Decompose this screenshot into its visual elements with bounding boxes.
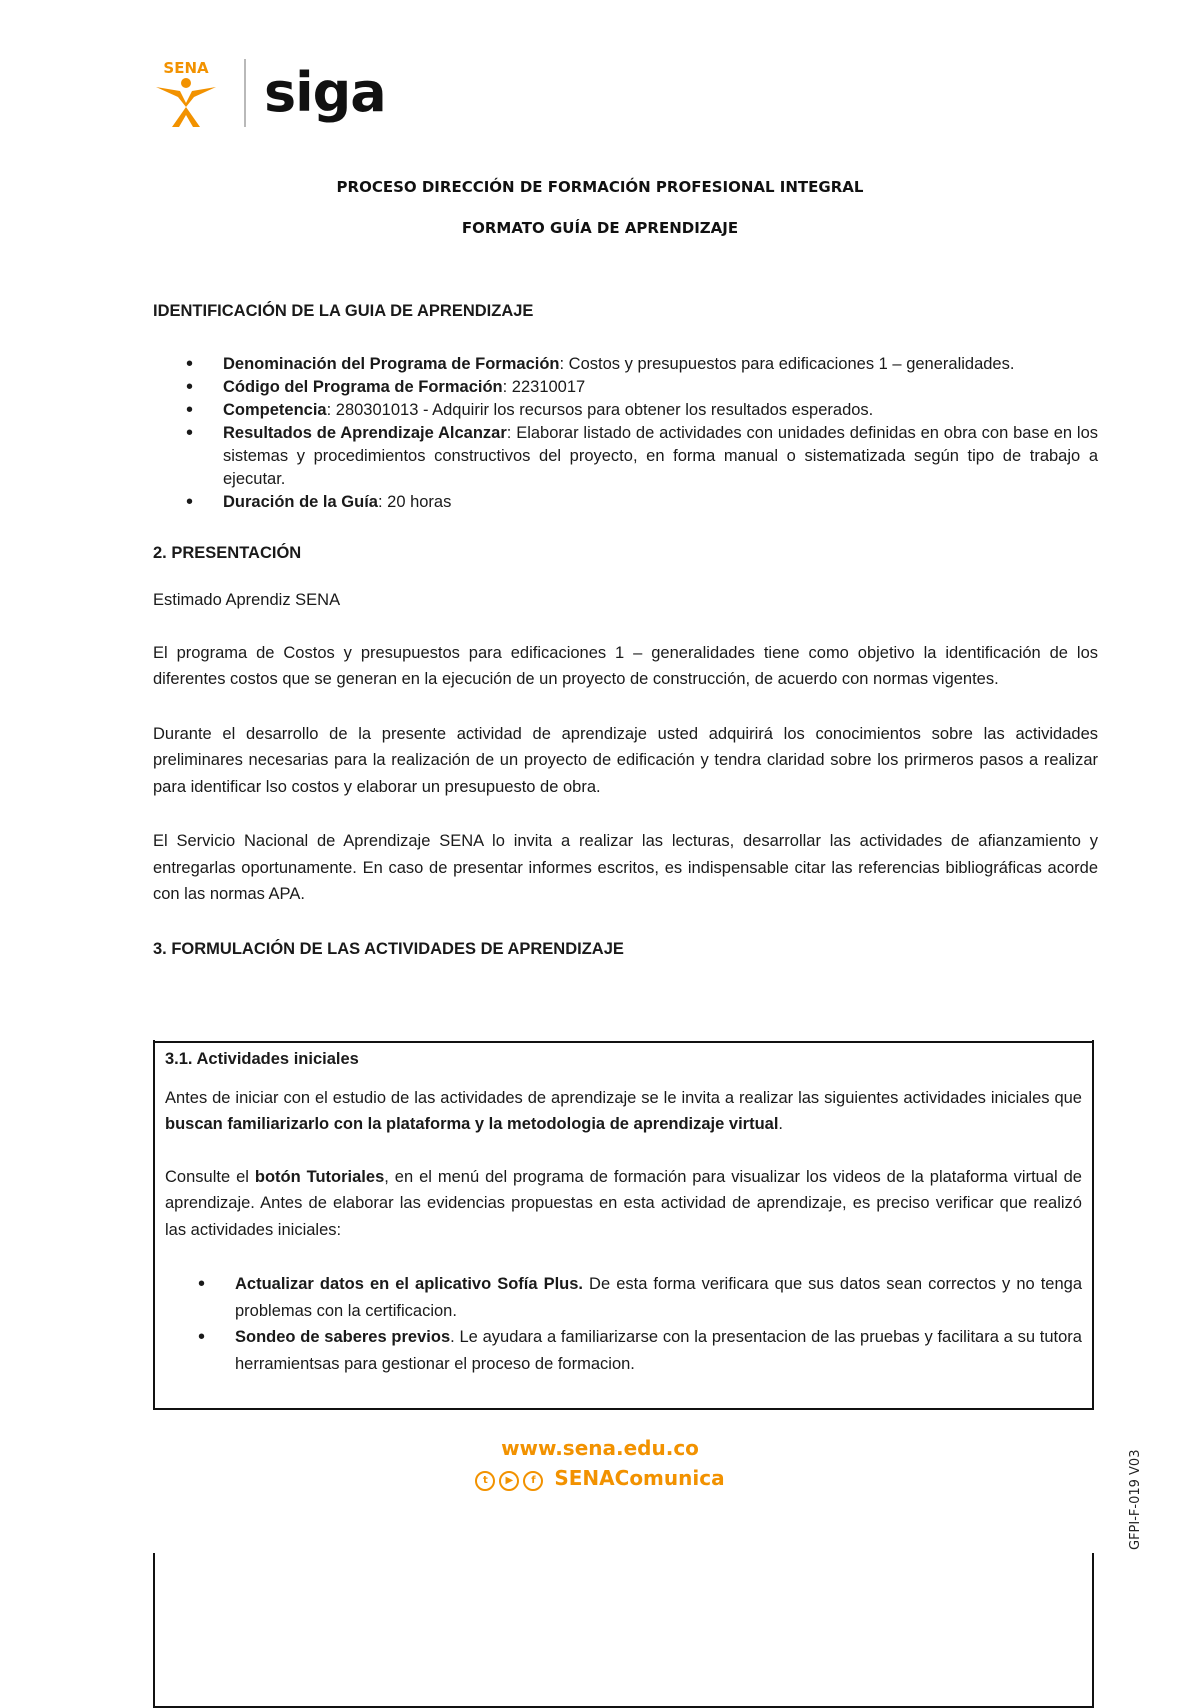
sena-logo-text: SENA [163, 58, 209, 77]
youtube-icon: ▶ [499, 1471, 519, 1491]
list-item: • Sondeo de saberes previos. Le ayudara a familiarizarse con la presentacion de las pruebas y facilitara a su tutora herramientsas para gestionar el proceso de formacion. [235, 1324, 1082, 1377]
box-paragraph: Antes de iniciar con el estudio de las actividades de aprendizaje se le invita a realizar las siguientes actividades iniciales que buscan familiarizarlo con la plataforma y la metodologia de aprendizaje virtual. [165, 1088, 1082, 1133]
logo-divider [244, 59, 246, 127]
initial-activities-list [165, 1271, 1082, 1377]
box-paragraph: Consulte el botón Tutoriales, en el menú del programa de formación para visualizar los videos de la plataforma virtual de aprendizaje. Antes de elaborar las evidencias propuestas en esta actividad de aprendizaje, es preciso verificar que realizó las actividades iniciales: [165, 1167, 1082, 1239]
document-code: GFPI-F-019 V03 [1128, 1449, 1143, 1550]
greeting: Estimado Aprendiz SENA [153, 591, 341, 609]
section-formulation-title: 3. FORMULACIÓN DE LAS ACTIVIDADES DE APRENDIZAJE [153, 939, 624, 958]
list-item: • Competencia: 280301013 - Adquirir los recursos para obtener los resultados esperados. [223, 399, 1098, 422]
paragraph: El Servicio Nacional de Aprendizaje SENA lo invita a realizar las lecturas, desarrollar las actividades de afianzamiento y entregarlas oportunamente. En caso de presentar informes escritos, es indispensable citar las referencias bibliográficas acorde con las normas APA. [153, 832, 1098, 903]
list-item: • Código del Programa de Formación: 22310017 [223, 376, 1098, 399]
initial-activities-box [153, 1041, 1094, 1708]
section-identification-title: IDENTIFICACIÓN DE LA GUIA DE APRENDIZAJE [153, 302, 534, 320]
section-presentation-title: 2. PRESENTACIÓN [153, 544, 302, 562]
paragraph: El programa de Costos y presupuestos para edificaciones 1 – generalidades tiene como objetivo la identificación de los diferentes costos que se generan en la ejecución de un proyecto de construcción, de acuerdo con normas vigentes. [153, 643, 1098, 688]
social-handle: SENAComunica [554, 1466, 725, 1490]
list-item: • Resultados de Aprendizaje Alcanzar: Elaborar listado de actividades con unidades definidas en obra con base en los sistemas y procedimientos constructivos del proyecto, en forma manual o sistematizada según tipo de trabajo a ejecutar. [223, 422, 1098, 491]
footer-social[interactable] [0, 1466, 1200, 1491]
logo-area [150, 55, 386, 130]
paragraph: Durante el desarrollo de la presente actividad de aprendizaje usted adquirirá los conocimientos sobre las actividades preliminares necesarias para la realización de un proyecto de edificación y tendra claridad sobre los prirmeros pasos a realizar para identificar lso costos y elaborar un presupuesto de obra. [153, 724, 1098, 796]
identification-list [153, 353, 1098, 514]
sena-logo-icon [150, 57, 222, 129]
siga-logo: siga [264, 60, 386, 124]
process-title: PROCESO DIRECCIÓN DE FORMACIÓN PROFESIONAL INTEGRAL [336, 178, 864, 196]
list-item: • Denominación del Programa de Formación: Costos y presupuestos para edificaciones 1 – generalidades. [223, 353, 1098, 376]
document-body [153, 300, 1098, 961]
footer-url[interactable]: www.sena.edu.co [501, 1436, 699, 1460]
format-title: FORMATO GUÍA DE APRENDIZAJE [461, 219, 739, 237]
list-item: • Actualizar datos en el aplicativo Sofía Plus. De esta forma verificara que sus datos sean correctos y no tenga problemas con la certificacion. [235, 1271, 1082, 1324]
list-item: • Duración de la Guía: 20 horas [223, 491, 1098, 514]
box-subtitle: 3.1. Actividades iniciales [165, 1050, 359, 1068]
twitter-icon: t [475, 1471, 495, 1491]
facebook-icon: f [523, 1471, 543, 1491]
